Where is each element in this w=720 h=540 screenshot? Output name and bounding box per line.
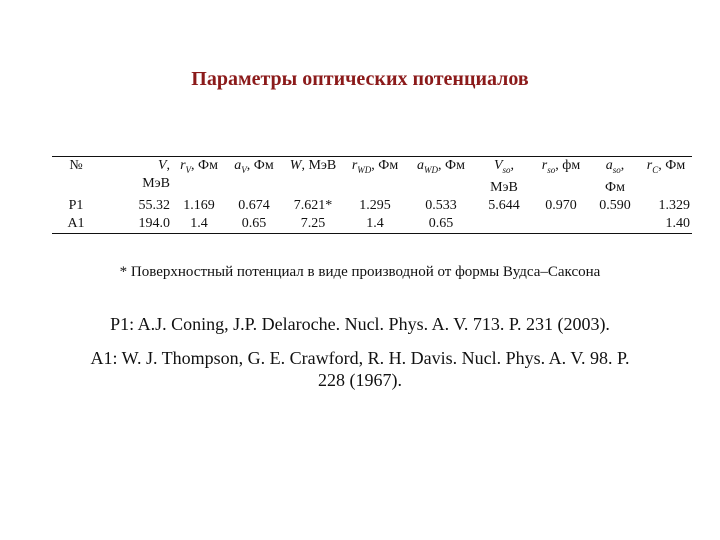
table-cell: 1.40 (665, 215, 690, 231)
table-cell: 7.25 (300, 215, 326, 231)
table-cell (532, 215, 590, 234)
col-header-av: $a_V$, Фм (234, 158, 274, 175)
table-cell: 5.644 (488, 197, 520, 213)
reference-a1: A1: W. J. Thompson, G. E. Crawford, R. H. Davis. Nucl. Phys. A. V. 98. P. 228 (1967). (90, 348, 630, 390)
col-header-rso: $r_{so}$, фм (541, 158, 581, 175)
table-row-a1 (52, 215, 692, 234)
table-cell: 0.590 (599, 197, 631, 213)
table-cell: 194.0 (138, 215, 170, 231)
col-header-rwd: $r_{WD}$, Фм (351, 158, 399, 175)
parameters-table (52, 156, 692, 234)
col-header-vso: $V_{so}$, МэВ (490, 158, 518, 195)
table-cell: 7.621* (293, 197, 333, 213)
table-header-row (52, 157, 692, 197)
table-cell: 0.533 (425, 197, 457, 213)
table-row-p1 (52, 197, 692, 215)
table-cell: 1.295 (359, 197, 391, 213)
table-cell: 55.32 (138, 197, 170, 213)
table-cell: 0.970 (545, 197, 577, 213)
table-cell: A1 (67, 215, 85, 231)
col-header-number: № (69, 158, 83, 173)
col-header-aso: $a_{so}$, Фм (605, 158, 625, 195)
table-cell (590, 215, 640, 234)
table-cell: 1.4 (366, 215, 384, 231)
table-cell (476, 215, 532, 234)
col-header-awd: $a_{WD}$, Фм (417, 158, 465, 175)
col-header-v: V, МэВ (142, 158, 170, 191)
page-title: Параметры оптических потенциалов (191, 68, 529, 90)
col-header-w: W, МэВ (289, 158, 337, 173)
col-header-rv: $r_V$, Фм (180, 158, 218, 175)
table-cell: 0.65 (241, 215, 267, 231)
reference-p1: P1: A.J. Coning, J.P. Delaroche. Nucl. Phys. A. V. 713. P. 231 (2003). (110, 314, 610, 334)
table-cell: 1.169 (183, 197, 215, 213)
table-cell: 0.674 (238, 197, 270, 213)
table-cell: 1.4 (190, 215, 208, 231)
table-cell: P1 (68, 197, 84, 213)
table-cell: 1.329 (658, 197, 690, 213)
col-header-rc: $r_C$, Фм (646, 158, 686, 175)
table-cell: 0.65 (428, 215, 454, 231)
table-footnote: * Поверхностный потенциал в виде производной от формы Вудса–Саксона (119, 264, 601, 280)
